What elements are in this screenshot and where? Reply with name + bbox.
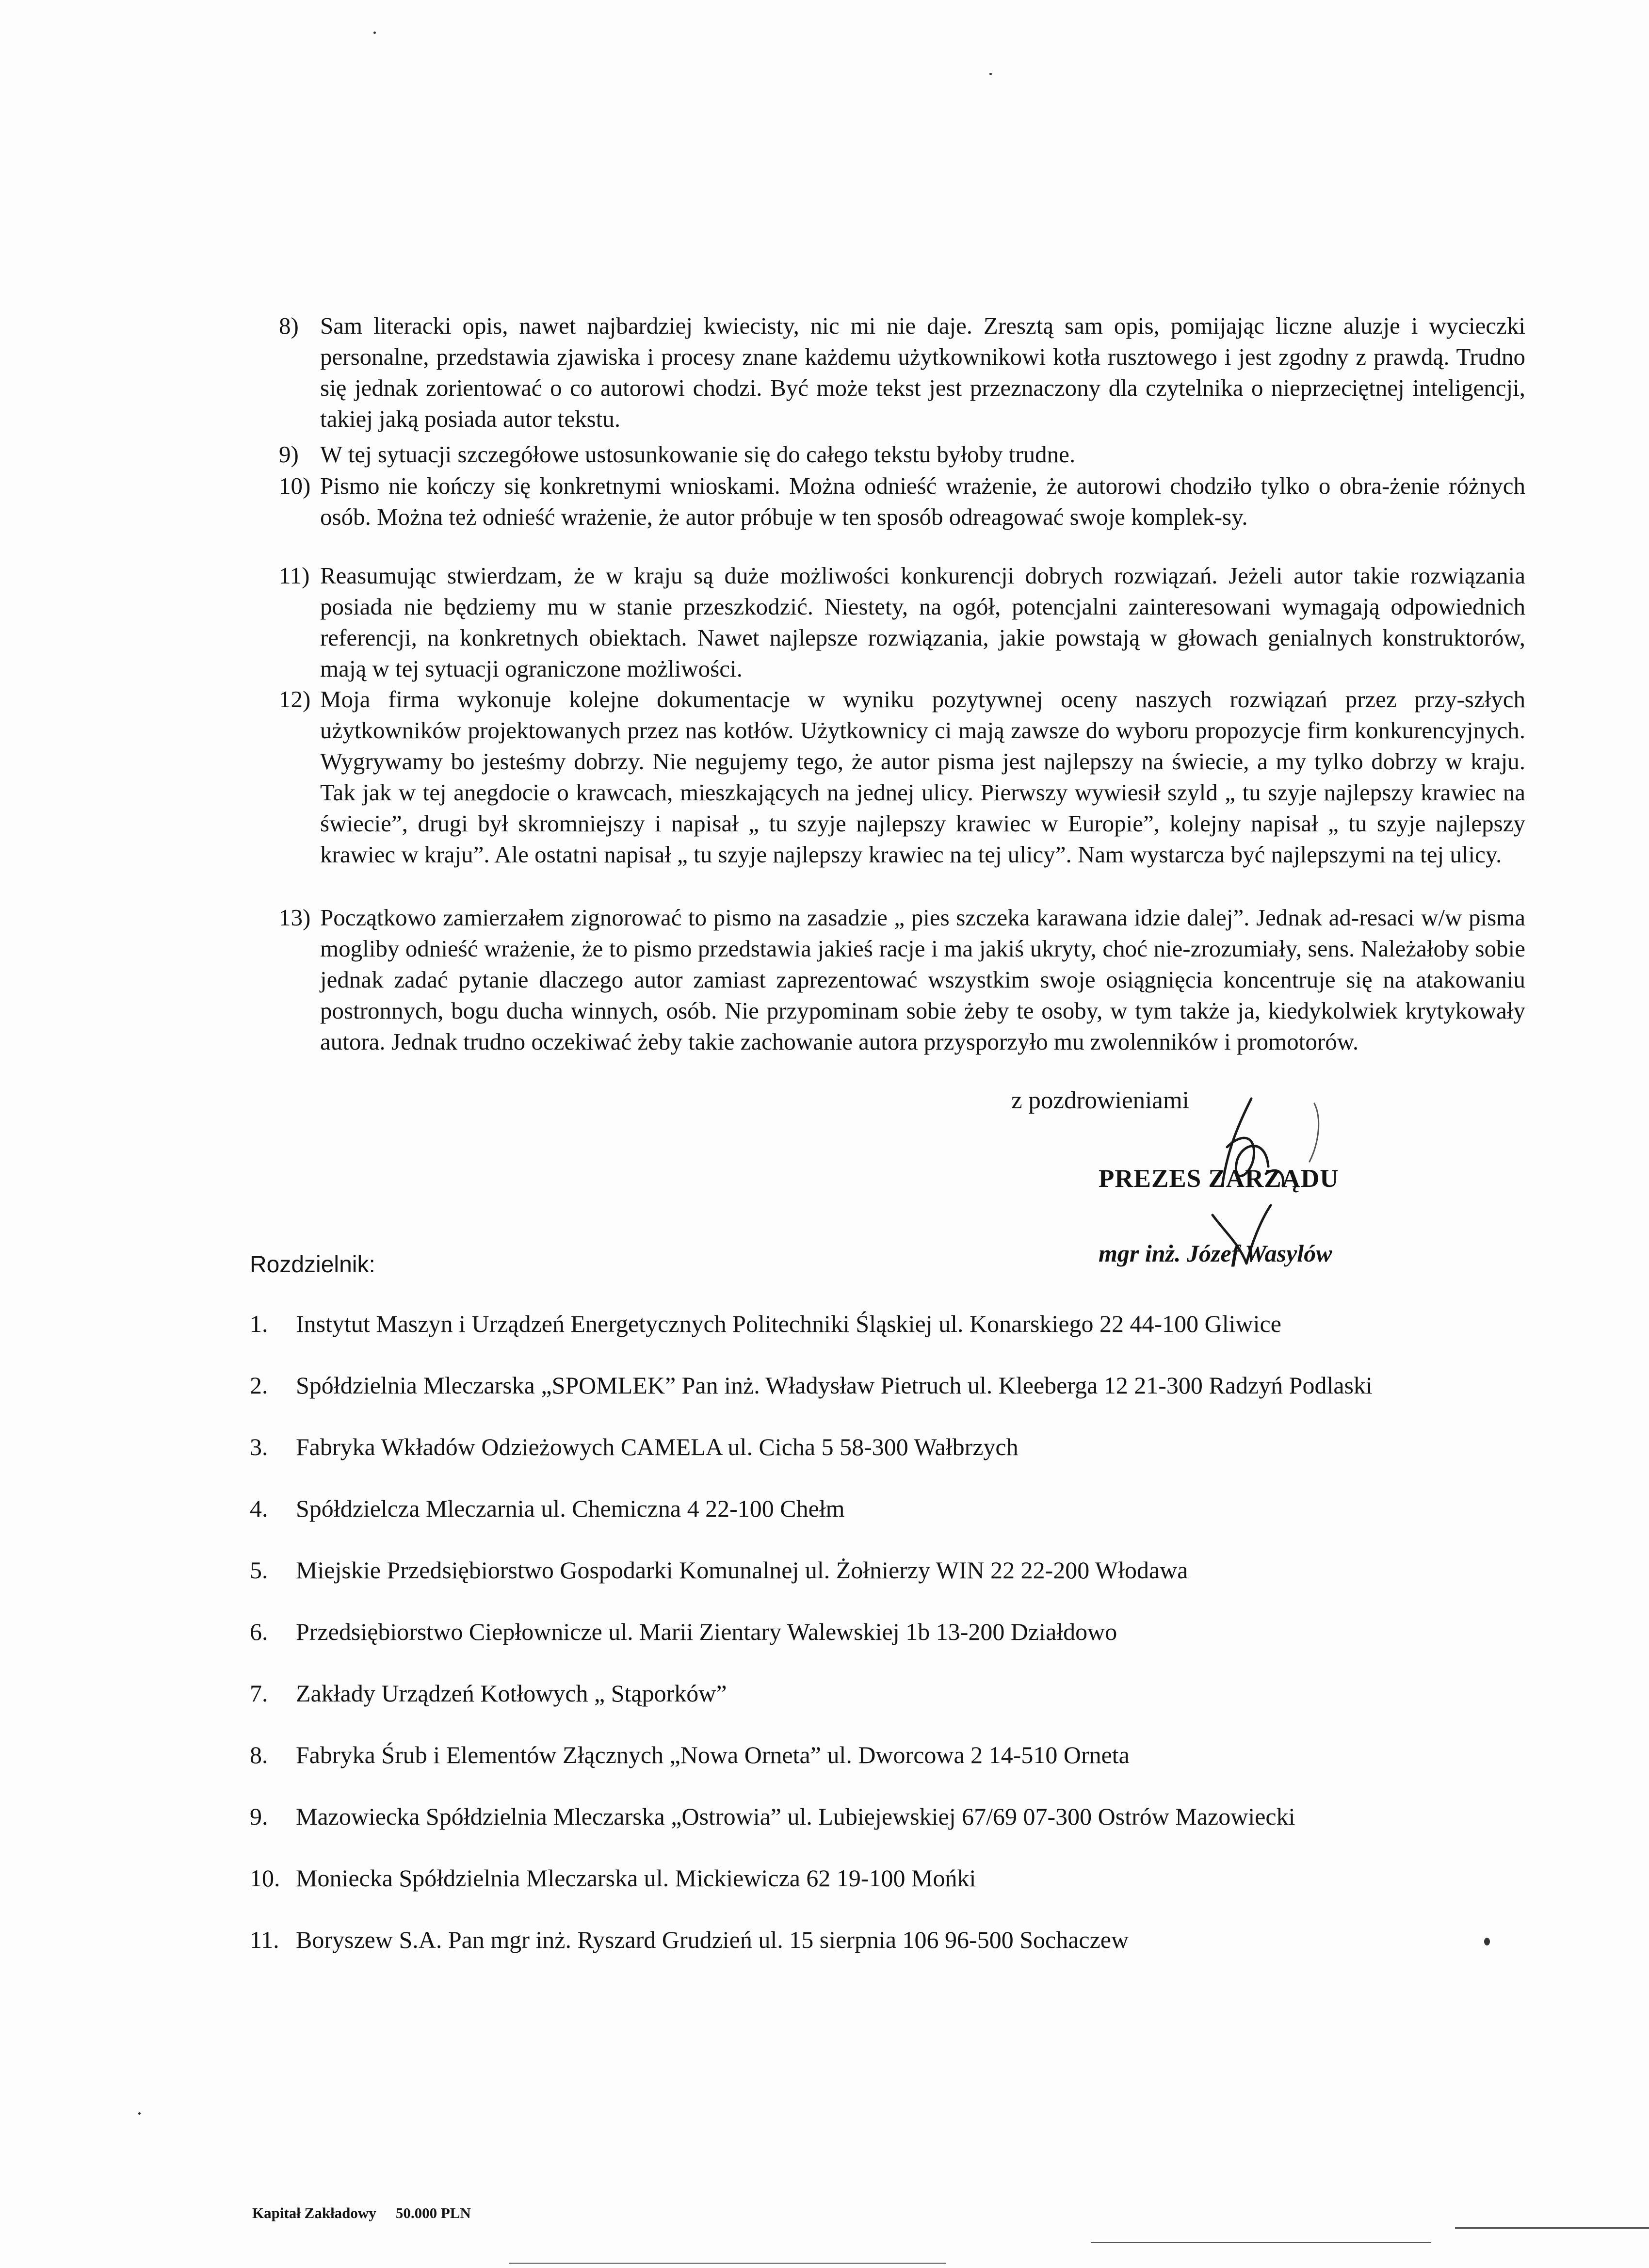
paragraph-text: Reasumując stwierdzam, że w kraju są duże możliwości konkurencji dobrych rozwiązań. Jeżeli autor takie rozwiązania posiada nie będziemy mu w stanie przeszkodzić. Niestety, na ogół, potencjalni zainteresowani wymagają odpowiednich referencji, na konkretnych obiektach. Nawet najlepsze rozwiązania, jakie powstają w głowach genialnych konstruktorów, mają w tej sytuacji ograniczone możliwości. — [320, 562, 1525, 682]
distribution-number: 5. — [250, 1556, 268, 1584]
distribution-number: 4. — [250, 1495, 268, 1522]
paragraph-10 — [279, 470, 1525, 533]
paragraph-number: 8) — [279, 312, 299, 339]
distribution-text: Spółdzielcza Mleczarnia ul. Chemiczna 4 22-100 Chełm — [296, 1495, 845, 1522]
distribution-text: Instytut Maszyn i Urządzeń Energetycznych Politechniki Śląskiej ul. Konarskiego 22 44-100 Gliwice — [296, 1310, 1281, 1337]
paragraph-11 — [279, 560, 1525, 684]
distribution-text: Spółdzielnia Mleczarska „SPOMLEK” Pan inż. Władysław Pietruch ul. Kleeberga 12 21-300 Radzyń Podlaski — [296, 1372, 1373, 1399]
distribution-text: Przedsiębiorstwo Ciepłownicze ul. Marii Zientary Walewskiej 1b 13-200 Działdowo — [296, 1618, 1117, 1645]
distribution-label: Rozdzielnik: — [250, 1252, 375, 1278]
paragraph-number: 10) — [279, 472, 311, 499]
paragraph-9 — [279, 439, 1525, 470]
distribution-text: Miejskie Przedsiębiorstwo Gospodarki Komunalnej ul. Żołnierzy WIN 22 22-200 Włodawa — [296, 1556, 1188, 1584]
distribution-number: 7. — [250, 1680, 268, 1707]
footer-capital — [252, 2204, 471, 2222]
distribution-number: 10. — [250, 1864, 280, 1892]
distribution-number: 9. — [250, 1803, 268, 1830]
scan-line — [1091, 2242, 1431, 2243]
footer-amount: 50.000 PLN — [395, 2204, 471, 2221]
distribution-number: 1. — [250, 1310, 268, 1337]
paragraph-number: 12) — [279, 686, 311, 713]
paragraph-text: Pismo nie kończy się konkretnymi wnioskami. Można odnieść wrażenie, że autorowi chodziło tylko o obra-żenie różnych osób. Można też odnieść wrażenie, że autor próbuje w ten sposób odreagować swoje komplek-sy. — [320, 472, 1525, 530]
paragraph-text: W tej sytuacji szczegółowe ustosunkowanie się do całego tekstu byłoby trudne. — [320, 441, 1076, 468]
distribution-number: 3. — [250, 1433, 268, 1460]
paragraph-8 — [279, 310, 1525, 435]
paragraph-number: 11) — [279, 562, 310, 589]
paragraph-number: 13) — [279, 904, 311, 931]
distribution-text: Moniecka Spółdzielnia Mleczarska ul. Mickiewicza 62 19-100 Mońki — [296, 1864, 976, 1892]
distribution-number: 2. — [250, 1372, 268, 1399]
scan-speck — [1484, 1938, 1490, 1945]
scan-speck — [989, 73, 992, 75]
distribution-text: Fabryka Śrub i Elementów Złącznych „Nowa Orneta” ul. Dworcowa 2 14-510 Orneta — [296, 1741, 1130, 1768]
distribution-number: 8. — [250, 1741, 268, 1768]
distribution-text: Fabryka Wkładów Odzieżowych CAMELA ul. Cicha 5 58-300 Wałbrzych — [296, 1433, 1018, 1460]
paragraph-12 — [279, 684, 1525, 870]
paragraph-text: Sam literacki opis, nawet najbardziej kwiecisty, nic mi nie daje. Zresztą sam opis, pomijając liczne aluzje i wycieczki personalne, przedstawia zjawiska i procesy znane każdemu użytkownikowi kotła rusztowego i jest zgodny z prawdą. Trudno się jednak zorientować o co autorowi chodzi. Być może tekst jest przeznaczony dla czytelnika o nieprzeciętnej inteligencji, takiej jaką posiada autor tekstu. — [320, 312, 1525, 432]
distribution-text: Boryszew S.A. Pan mgr inż. Ryszard Grudzień ul. 15 sierpnia 106 96-500 Sochaczew — [296, 1926, 1129, 1953]
signatory-title: PREZES ZARZĄDU — [1099, 1165, 1339, 1193]
footer-label: Kapitał Zakładowy — [252, 2204, 376, 2221]
paragraph-text: Początkowo zamierzałem zignorować to pismo na zasadzie „ pies szczeka karawana idzie dalej”. Jednak ad-resaci w/w pisma mogliby odnieść wrażenie, że to pismo przedstawia jakieś racje i ma jakiś ukryty, choć nie-zrozumiały, sens. Należałoby sobie jednak zadać pytanie dlaczego autor zamiast zaprezentować wszystkim swoje osiągnięcia koncentruje się na atakowaniu postronnych, bogu ducha winnych, osób. Nie przypominam sobie żeby te osoby, w tym także ja, kiedykolwiek krytykowały autora. Jednak trudno oczekiwać żeby takie zachowanie autora przysporzyło mu zwolenników i promotorów. — [320, 904, 1525, 1055]
scan-speck — [373, 32, 376, 34]
scan-line — [1455, 2227, 1649, 2229]
distribution-number: 11. — [250, 1926, 279, 1953]
signatory-name: mgr inż. Józef Wasylów — [1099, 1240, 1332, 1267]
distribution-text: Zakłady Urządzeń Kotłowych „ Stąporków” — [296, 1680, 727, 1707]
scan-line — [509, 2263, 946, 2264]
distribution-number: 6. — [250, 1618, 268, 1645]
paragraph-number: 9) — [279, 441, 299, 468]
greeting: z pozdrowieniami — [1011, 1087, 1189, 1114]
distribution-text: Mazowiecka Spółdzielnia Mleczarska „Ostrowia” ul. Lubiejewskiej 67/69 07-300 Ostrów Mazowiecki — [296, 1803, 1295, 1830]
scan-speck — [138, 2112, 141, 2115]
paragraph-text: Moja firma wykonuje kolejne dokumentacje w wyniku pozytywnej oceny naszych rozwiązań przez przy-szłych użytkowników projektowanych przez nas kotłów. Użytkownicy ci mają zawsze do wyboru propozycje firm konkurencyjnych. Wygrywamy bo jesteśmy dobrzy. Nie negujemy tego, że autor pisma jest najlepszy na świecie, a my tylko dobrzy w kraju. Tak jak w tej anegdocie o krawcach, mieszkających na jednej ulicy. Pierwszy wywiesił szyld „ tu szyje najlepszy krawiec na świecie”, drugi był skromniejszy i napisał „ tu szyje najlepszy krawiec w Europie”, kolejny napisał „ tu szyje najlepszy krawiec w kraju”. Ale ostatni napisał „ tu szyje najlepszy krawiec na tej ulicy”. Nam wystarcza być najlepszymi na tej ulicy. — [320, 686, 1525, 868]
paragraph-13 — [279, 902, 1525, 1057]
